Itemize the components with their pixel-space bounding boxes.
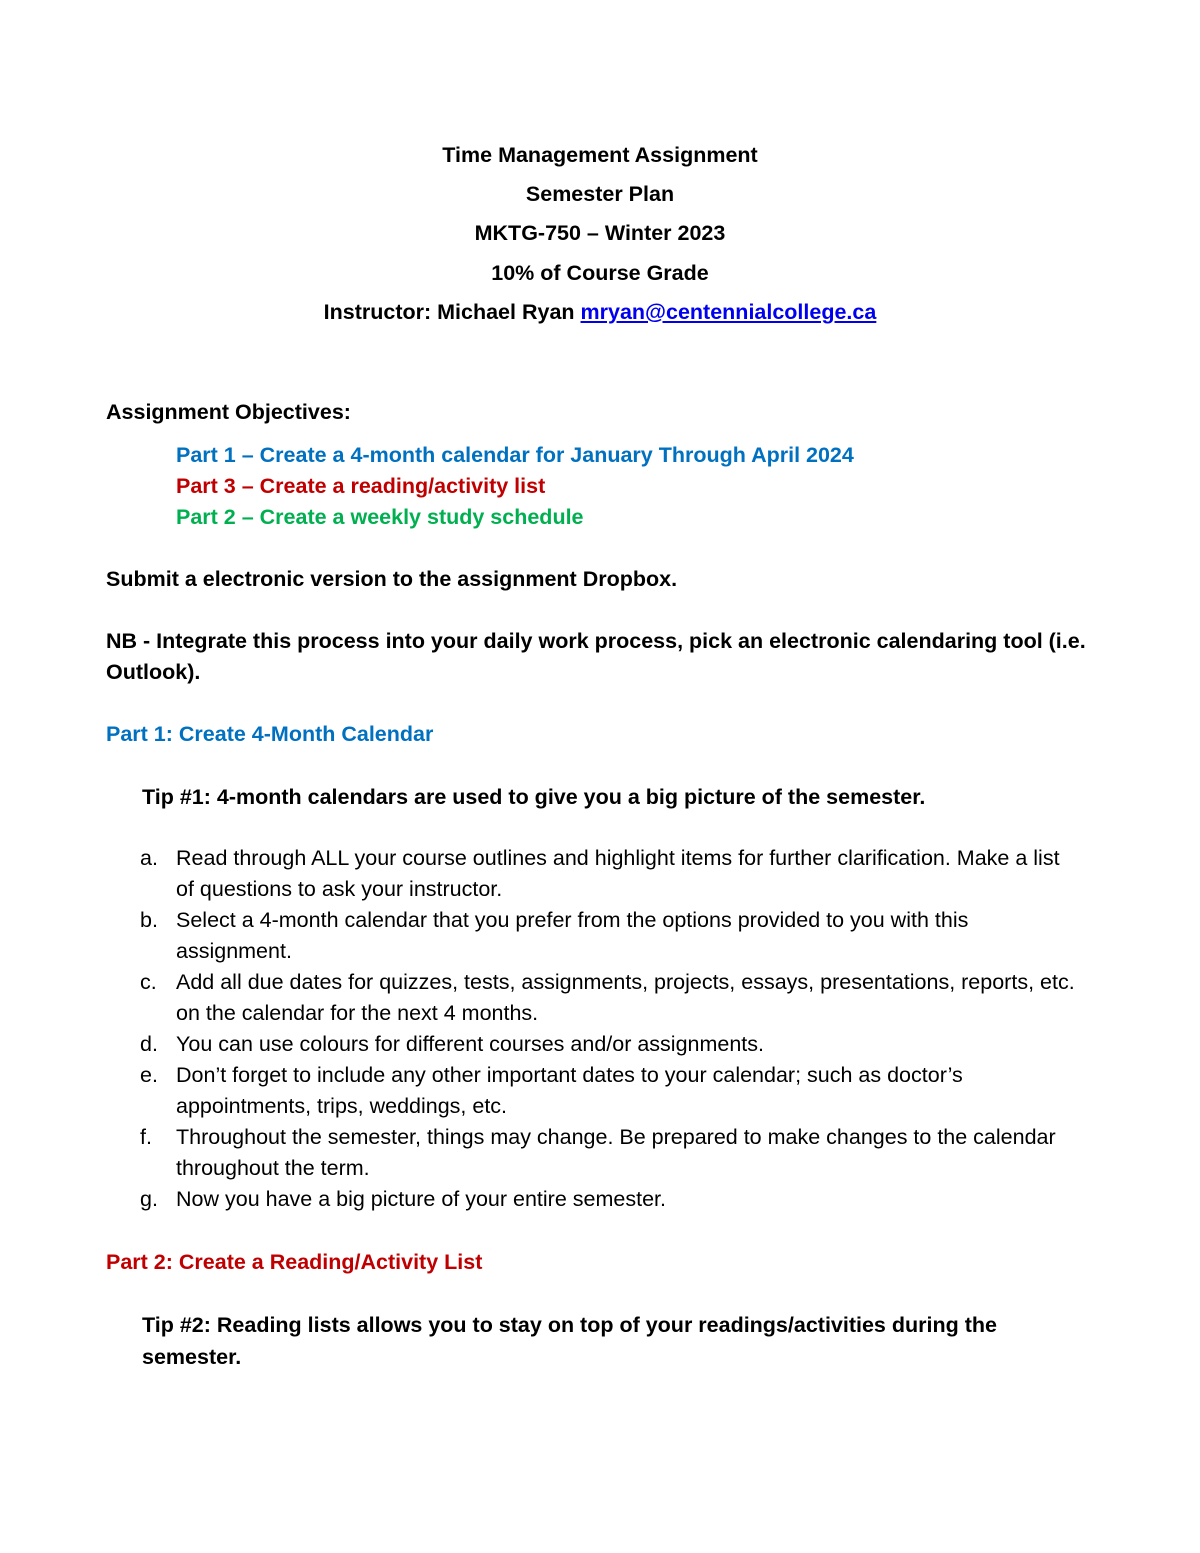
list-marker: e. [140, 1063, 158, 1087]
grade-weight: 10% of Course Grade [491, 260, 709, 285]
list-item-text: You can use colours for different courses and/or assignments. [176, 1032, 765, 1056]
list-marker: c. [140, 970, 157, 994]
list-item-text: Add all due dates for quizzes, tests, assignments, projects, essays, presentations, reports, etc. on the calendar for the next 4 months. [176, 970, 1075, 1025]
list-item [140, 905, 1080, 967]
list-item [140, 843, 1080, 905]
instructor-line [0, 296, 1200, 335]
list-item [140, 1029, 1080, 1060]
list-marker: f. [140, 1125, 152, 1149]
document-subtitle: Semester Plan [525, 182, 675, 207]
instructor-label: Instructor: Michael Ryan [323, 299, 581, 324]
part-1-heading: Part 1: Create 4-Month Calendar [106, 722, 434, 746]
document-header [0, 139, 1200, 335]
list-item [140, 967, 1080, 1029]
part-2-heading: Part 2: Create a Reading/Activity List [106, 1250, 483, 1274]
course-code: MKTG-750 – Winter 2023 [474, 221, 726, 246]
list-item [140, 1122, 1080, 1184]
objective-part-1: Part 1 – Create a 4-month calendar for January Through April 2024 [176, 443, 854, 467]
part-2-tip: Tip #2: Reading lists allows you to stay on top of your readings/activities during the semester. [142, 1313, 997, 1369]
objectives-list [176, 440, 854, 533]
objectives-heading: Assignment Objectives: [106, 400, 351, 424]
instructor-email-link[interactable]: mryan@centennialcollege.ca [580, 299, 877, 324]
objective-part-3: Part 3 – Create a reading/activity list [176, 474, 546, 498]
nb-note: NB - Integrate this process into your daily work process, pick an electronic calendaring tool (i.e. Outlook). [106, 629, 1086, 684]
list-marker: d. [140, 1032, 158, 1056]
list-item-text: Read through ALL your course outlines and highlight items for further clarification. Make a list of questions to ask your instructor. [176, 846, 1060, 901]
list-item-text: Now you have a big picture of your entire semester. [176, 1187, 666, 1211]
list-item-text: Select a 4-month calendar that you prefer from the options provided to you with this assignment. [176, 908, 969, 963]
list-item [140, 1060, 1080, 1122]
list-item-text: Don’t forget to include any other important dates to your calendar; such as doctor’s appointments, trips, weddings, etc. [176, 1063, 963, 1118]
list-marker: a. [140, 846, 158, 870]
list-marker: g. [140, 1187, 158, 1211]
part-1-steps [140, 843, 1080, 1215]
objective-part-2: Part 2 – Create a weekly study schedule [176, 505, 584, 529]
list-marker: b. [140, 908, 158, 932]
part-1-tip: Tip #1: 4-month calendars are used to give you a big picture of the semester. [142, 785, 926, 809]
submit-instruction: Submit a electronic version to the assignment Dropbox. [106, 567, 678, 591]
list-item-text: Throughout the semester, things may change. Be prepared to make changes to the calendar throughout the term. [176, 1125, 1056, 1180]
document-title: Time Management Assignment [442, 143, 758, 167]
list-item [140, 1184, 1080, 1215]
